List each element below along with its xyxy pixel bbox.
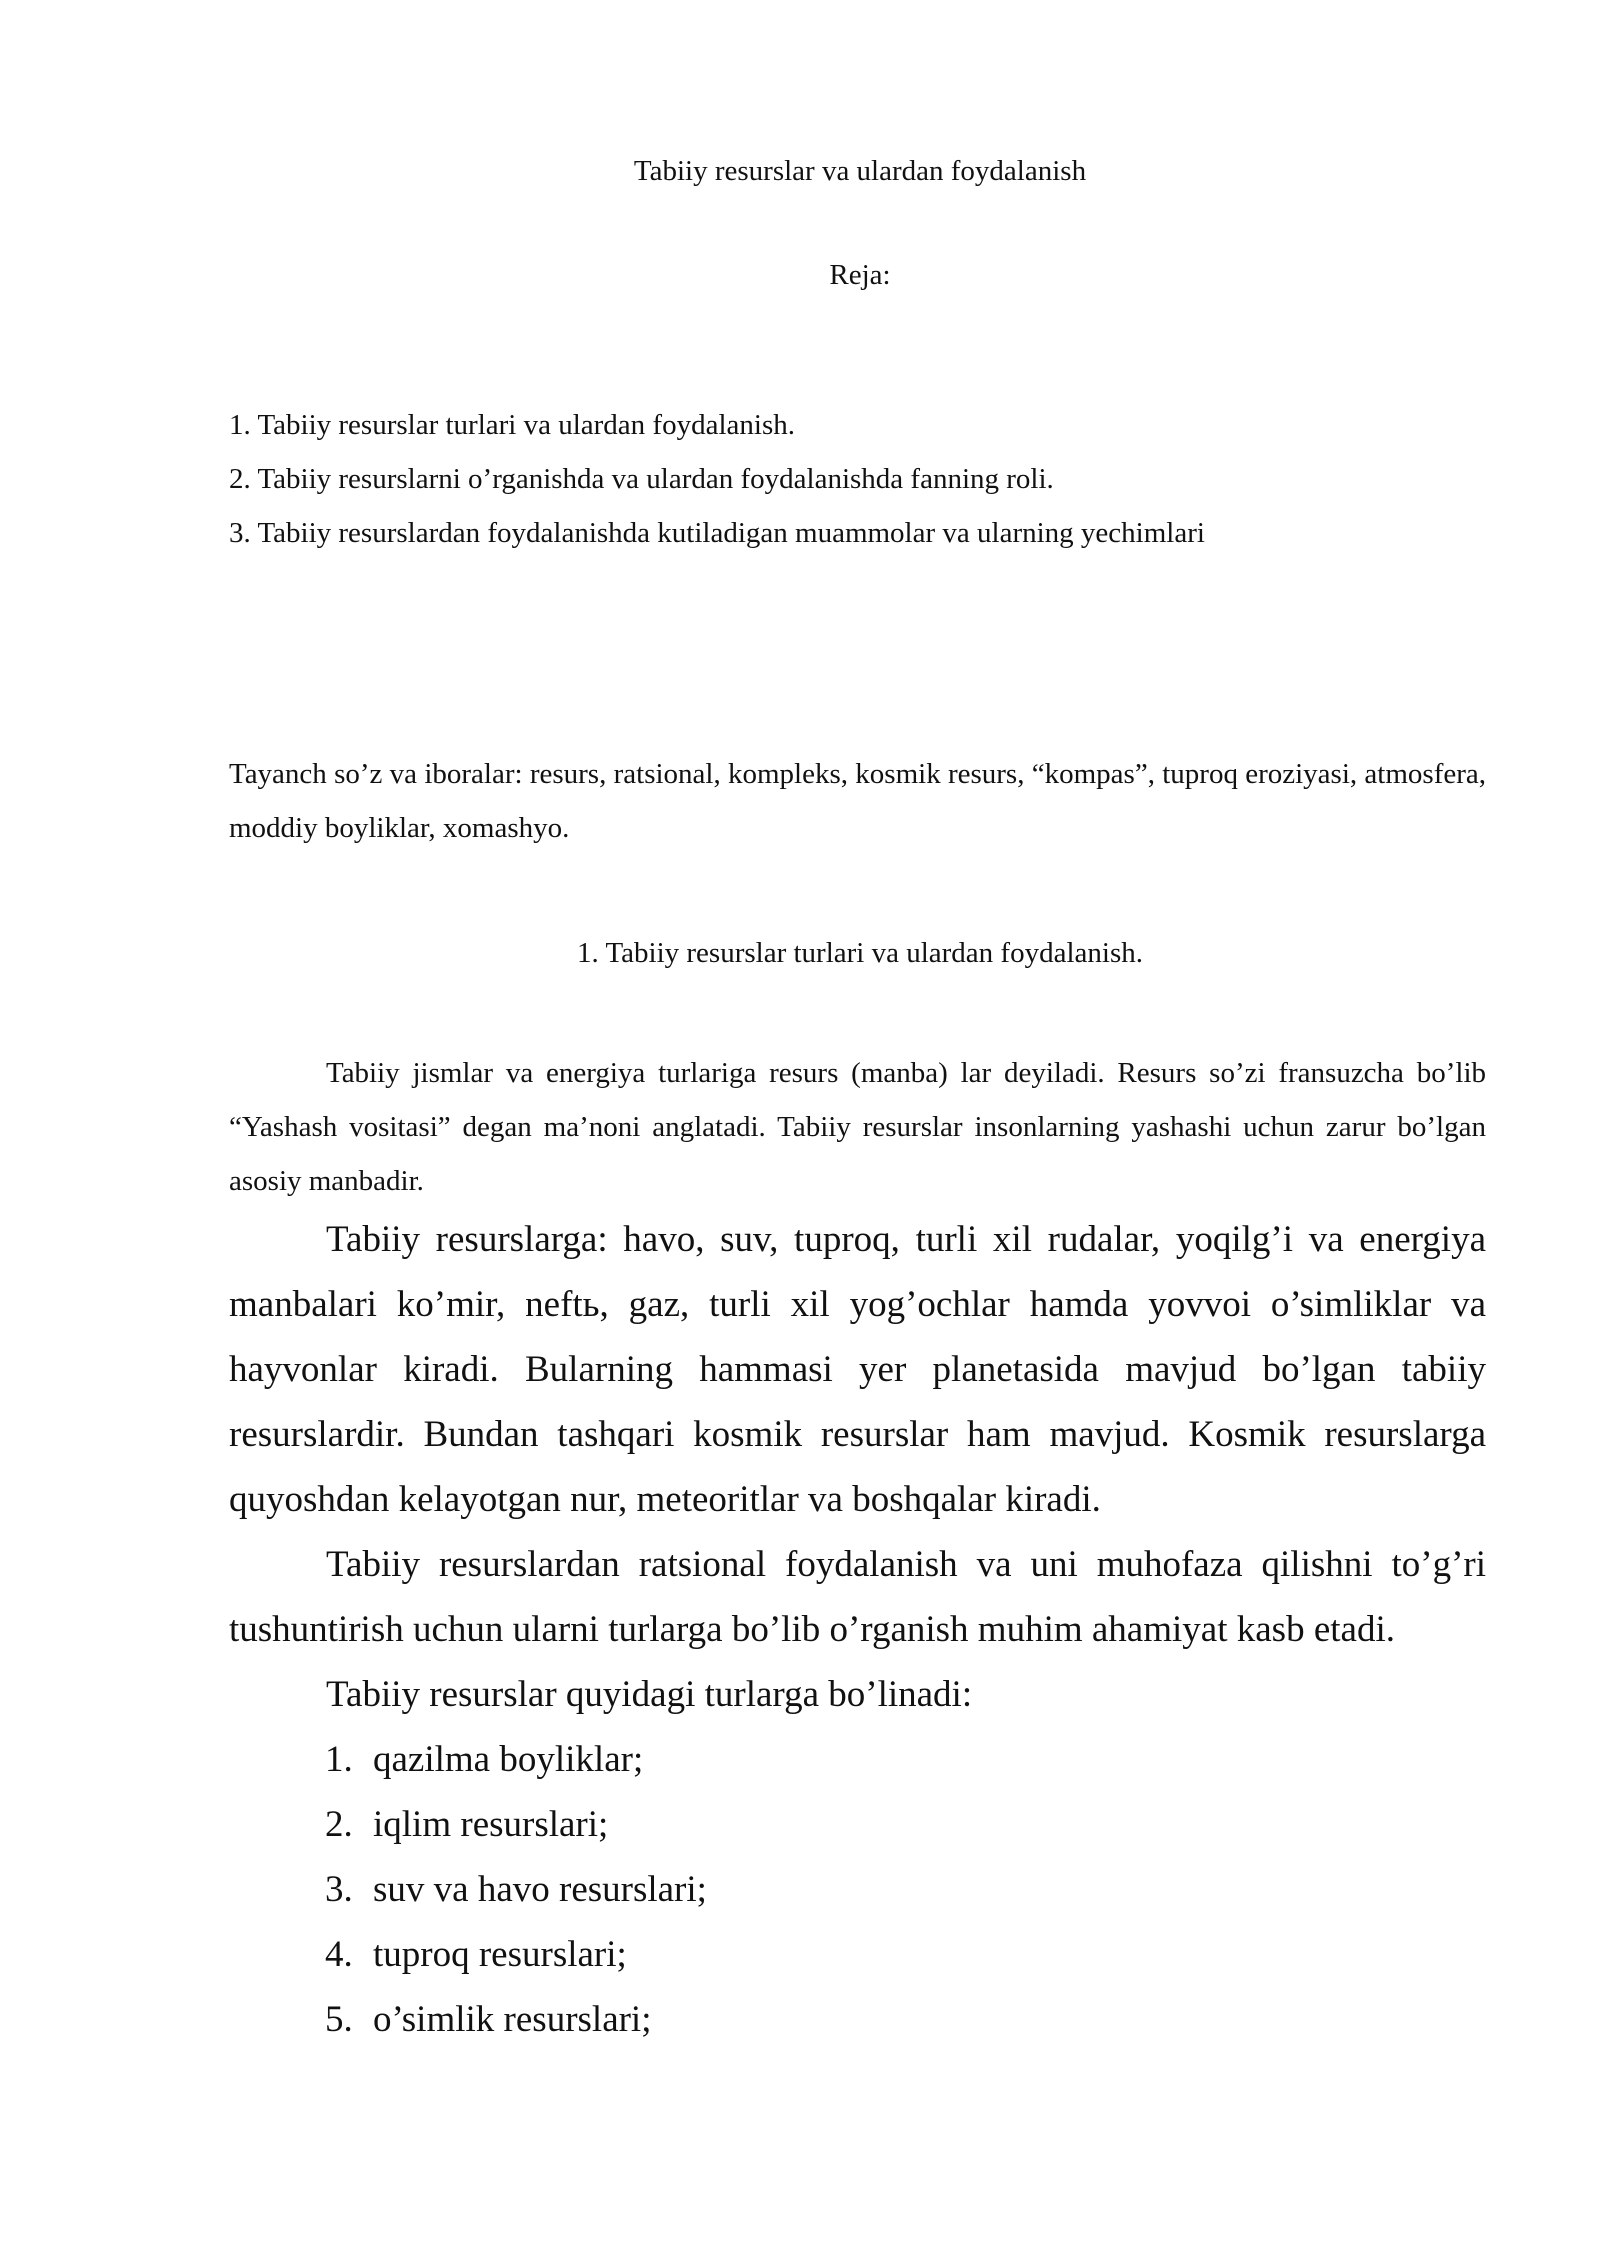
list-item <box>325 1727 643 1792</box>
list-text: suv va havo resurslari; <box>373 1869 707 1910</box>
plan-item: 3. Tabiiy resurslardan foydalanishda kutiladigan muammolar va ularning yechimlari <box>229 517 1205 549</box>
list-number: 5. <box>325 1999 353 2040</box>
body-paragraph: Tabiiy resurslardan ratsional foydalanish va uni muhofaza qilishni to’g’ri tushuntirish uchun ularni turlarga bo’lib o’rganish muhim ahamiyat kasb etadi. <box>229 1544 1486 1650</box>
list-text: o’simlik resurslari; <box>373 1999 652 2040</box>
document-title: Tabiiy resurslar va ulardan foydalanish <box>633 155 1087 187</box>
keywords-paragraph: Tayanch so’z va iboralar: resurs, ratsional, kompleks, kosmik resurs, “kompas”, tuproq eroziyasi, atmosfera, moddiy boyliklar, xomashyo. <box>229 758 1486 844</box>
plan-heading: Reja: <box>829 259 891 291</box>
list-item <box>325 1987 652 2052</box>
list-text: qazilma boyliklar; <box>373 1739 644 1780</box>
plan-item: 2. Tabiiy resurslarni o’rganishda va ulardan foydalanishda fanning roli. <box>229 463 1054 495</box>
list-number: 3. <box>325 1869 353 1910</box>
body-paragraph: Tabiiy jismlar va energiya turlariga resurs (manba) lar deyiladi. Resurs so’zi fransuzcha bo’lib “Yashash vositasi” degan ma’noni anglatadi. Tabiiy resurslar insonlarning yashashi uchun zarur bo’lgan asosiy manbadir. <box>229 1057 1486 1197</box>
list-text: tuproq resurslari; <box>373 1934 627 1975</box>
body-paragraph: Tabiiy resurslar quyidagi turlarga bo’linadi: <box>326 1674 973 1715</box>
list-item <box>325 1857 707 1922</box>
body-paragraph: Tabiiy resurslarga: havo, suv, tuproq, turli xil rudalar, yoqilg’i va energiya manbalari ko’mir, neftь, gaz, turli xil yog’ochlar hamda yovvoi o’simliklar va hayvonlar kiradi. Bularning hammasi yer planetasida mavjud bo’lgan tabiiy resurslardir. Bundan tashqari kosmik resurslar ham mavjud. Kosmik resurslarga quyoshdan kelayotgan nur, meteoritlar va boshqalar kiradi. <box>229 1219 1486 1520</box>
list-number: 2. <box>325 1804 353 1845</box>
list-item <box>325 1922 627 1987</box>
list-number: 1. <box>325 1739 353 1780</box>
plan-item: 1. Tabiiy resurslar turlari va ulardan foydalanish. <box>229 409 795 441</box>
list-number: 4. <box>325 1934 353 1975</box>
list-item <box>325 1792 608 1857</box>
section-heading: 1. Tabiiy resurslar turlari va ulardan foydalanish. <box>577 937 1143 969</box>
list-text: iqlim resurslari; <box>373 1804 609 1845</box>
